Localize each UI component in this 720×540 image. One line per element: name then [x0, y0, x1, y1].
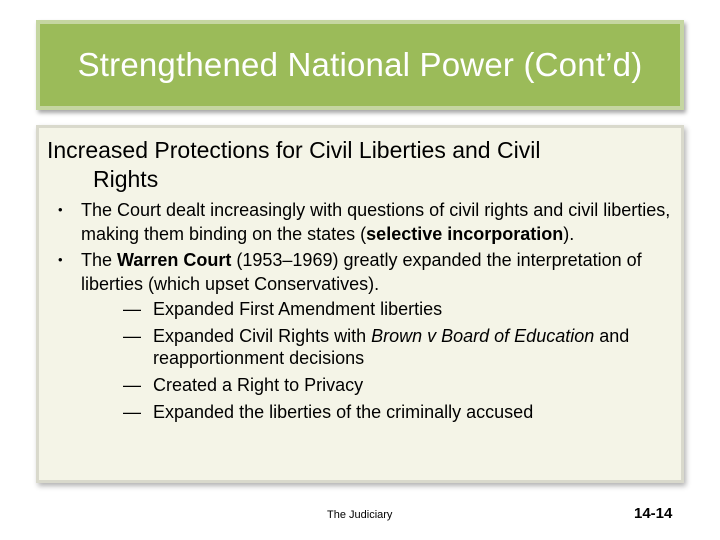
bullet-text-pre: The Court dealt increasingly with questions of civil rights and civil liberties, making them binding on the states (	[81, 200, 671, 244]
footer-label: The Judiciary	[327, 509, 393, 521]
dash-icon: —	[123, 299, 141, 319]
sub-text-italic: Brown v Board of Education	[371, 326, 595, 346]
bullet-icon: •	[58, 202, 63, 217]
bullet-text-pre: The	[81, 250, 118, 270]
bullet-text-bold: selective incorporation	[366, 224, 564, 244]
sub-item	[39, 374, 679, 396]
heading-line-1: Increased Protections for Civil Liberties and Civil	[47, 137, 541, 163]
sub-list	[39, 298, 679, 423]
bullet-text-bold: Warren Court	[117, 250, 232, 270]
bullet-list	[39, 198, 679, 428]
dash-icon: —	[123, 326, 141, 346]
dash-icon: —	[123, 375, 141, 395]
bullet-icon: •	[58, 252, 63, 267]
sub-item	[39, 298, 679, 320]
sub-text-pre: Expanded the liberties of the criminally accused	[153, 402, 534, 422]
dash-icon: —	[123, 402, 141, 422]
title-banner	[36, 20, 684, 110]
sub-text-pre: Created a Right to Privacy	[153, 375, 364, 395]
bullet-item	[39, 198, 679, 246]
heading-line-2: Rights	[93, 166, 159, 192]
page-number: 14-14	[634, 505, 673, 522]
slide-title: Strengthened National Power (Cont’d)	[77, 46, 643, 83]
sub-text-post: and reapportionment decisions	[153, 326, 630, 368]
bullet-text-post: (1953–1969) greatly expanded the interpretation of liberties (which upset Conservatives).	[81, 250, 642, 294]
section-heading	[47, 136, 667, 194]
bullet-item	[39, 248, 679, 296]
sub-text-pre: Expanded Civil Rights with	[153, 326, 372, 346]
bullet-text-post: ).	[563, 224, 575, 244]
content-panel	[36, 125, 684, 483]
sub-text-pre: Expanded First Amendment liberties	[153, 299, 443, 319]
sub-item	[39, 325, 679, 369]
sub-item	[39, 401, 679, 423]
